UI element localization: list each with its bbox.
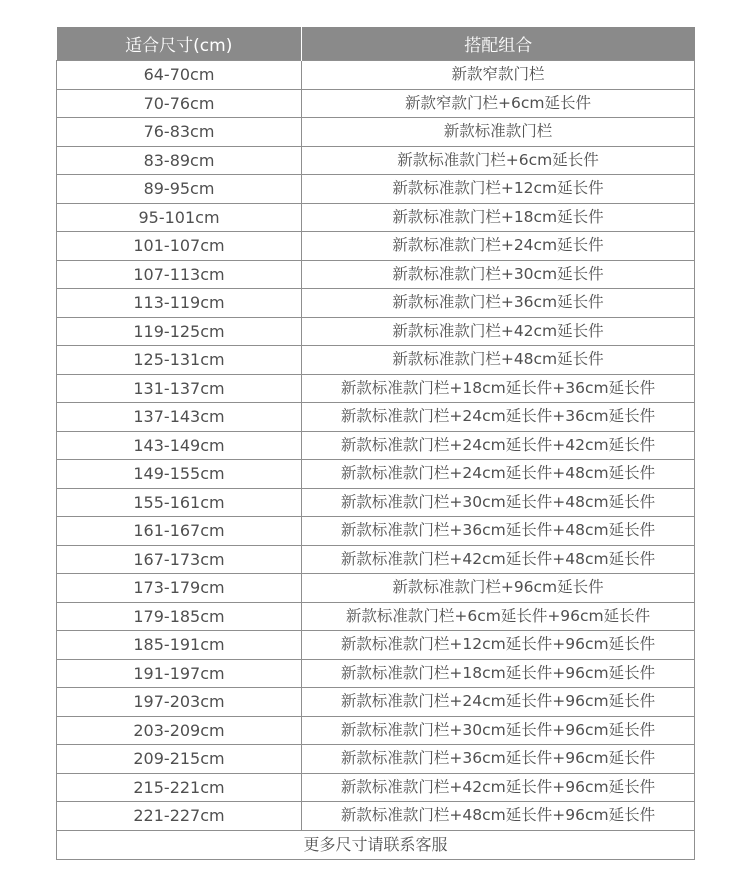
combination-cell: 新款标准款门栏+24cm延长件: [302, 232, 695, 261]
combination-cell: 新款标准款门栏+48cm延长件: [302, 346, 695, 375]
combination-cell: 新款标准款门栏: [302, 118, 695, 147]
footer-row: [57, 830, 695, 859]
size-range-cell: 83-89cm: [57, 146, 302, 175]
size-range-cell: 131-137cm: [57, 374, 302, 403]
combination-cell: 新款标准款门栏+24cm延长件+36cm延长件: [302, 403, 695, 432]
contact-service-note: 更多尺寸请联系客服: [57, 830, 695, 859]
size-range-cell: 185-191cm: [57, 631, 302, 660]
combination-cell: 新款标准款门栏+18cm延长件: [302, 203, 695, 232]
table-row: [57, 517, 695, 546]
size-column-header: 适合尺寸(cm): [57, 27, 302, 61]
combination-cell: 新款标准款门栏+36cm延长件+48cm延长件: [302, 517, 695, 546]
table-row: [57, 61, 695, 90]
combination-cell: 新款标准款门栏+48cm延长件+96cm延长件: [302, 802, 695, 831]
table-row: [57, 289, 695, 318]
combination-cell: 新款标准款门栏+12cm延长件: [302, 175, 695, 204]
header-row: [57, 27, 695, 61]
table-row: [57, 317, 695, 346]
table-row: [57, 545, 695, 574]
size-combination-table: [56, 27, 695, 860]
table-row: [57, 688, 695, 717]
table-row: [57, 431, 695, 460]
size-range-cell: 76-83cm: [57, 118, 302, 147]
combination-cell: 新款标准款门栏+24cm延长件+96cm延长件: [302, 688, 695, 717]
table-row: [57, 203, 695, 232]
table-row: [57, 574, 695, 603]
size-range-cell: 161-167cm: [57, 517, 302, 546]
table-row: [57, 802, 695, 831]
size-range-cell: 197-203cm: [57, 688, 302, 717]
table-row: [57, 346, 695, 375]
size-range-cell: 221-227cm: [57, 802, 302, 831]
table-row: [57, 89, 695, 118]
combination-cell: 新款标准款门栏+36cm延长件: [302, 289, 695, 318]
size-range-cell: 101-107cm: [57, 232, 302, 261]
table-row: [57, 118, 695, 147]
combination-cell: 新款标准款门栏+6cm延长件+96cm延长件: [302, 602, 695, 631]
table-row: [57, 602, 695, 631]
table-row: [57, 260, 695, 289]
combination-cell: 新款标准款门栏+18cm延长件+36cm延长件: [302, 374, 695, 403]
combination-cell: 新款标准款门栏+42cm延长件+96cm延长件: [302, 773, 695, 802]
table-header: [57, 27, 695, 61]
combination-cell: 新款标准款门栏+30cm延长件: [302, 260, 695, 289]
table-row: [57, 374, 695, 403]
size-range-cell: 137-143cm: [57, 403, 302, 432]
size-range-cell: 173-179cm: [57, 574, 302, 603]
size-range-cell: 143-149cm: [57, 431, 302, 460]
table-row: [57, 460, 695, 489]
combo-column-header: 搭配组合: [302, 27, 695, 61]
size-range-cell: 191-197cm: [57, 659, 302, 688]
table-row: [57, 773, 695, 802]
combination-cell: 新款标准款门栏+6cm延长件: [302, 146, 695, 175]
combination-cell: 新款标准款门栏+12cm延长件+96cm延长件: [302, 631, 695, 660]
table-row: [57, 232, 695, 261]
size-range-cell: 215-221cm: [57, 773, 302, 802]
combination-cell: 新款标准款门栏+24cm延长件+42cm延长件: [302, 431, 695, 460]
table-row: [57, 659, 695, 688]
combination-cell: 新款标准款门栏+96cm延长件: [302, 574, 695, 603]
size-range-cell: 95-101cm: [57, 203, 302, 232]
table-row: [57, 146, 695, 175]
size-range-cell: 113-119cm: [57, 289, 302, 318]
size-range-cell: 107-113cm: [57, 260, 302, 289]
table-row: [57, 175, 695, 204]
table-row: [57, 488, 695, 517]
combination-cell: 新款标准款门栏+30cm延长件+96cm延长件: [302, 716, 695, 745]
table-row: [57, 403, 695, 432]
size-range-cell: 64-70cm: [57, 61, 302, 90]
table-footer: [57, 830, 695, 859]
size-range-cell: 70-76cm: [57, 89, 302, 118]
combination-cell: 新款标准款门栏+30cm延长件+48cm延长件: [302, 488, 695, 517]
combination-cell: 新款窄款门栏+6cm延长件: [302, 89, 695, 118]
size-range-cell: 209-215cm: [57, 745, 302, 774]
table-body: [57, 61, 695, 831]
size-range-cell: 155-161cm: [57, 488, 302, 517]
combination-cell: 新款窄款门栏: [302, 61, 695, 90]
table-row: [57, 716, 695, 745]
size-range-cell: 119-125cm: [57, 317, 302, 346]
combination-cell: 新款标准款门栏+24cm延长件+48cm延长件: [302, 460, 695, 489]
combination-cell: 新款标准款门栏+18cm延长件+96cm延长件: [302, 659, 695, 688]
size-range-cell: 89-95cm: [57, 175, 302, 204]
size-range-cell: 179-185cm: [57, 602, 302, 631]
combination-cell: 新款标准款门栏+36cm延长件+96cm延长件: [302, 745, 695, 774]
size-range-cell: 125-131cm: [57, 346, 302, 375]
size-range-cell: 167-173cm: [57, 545, 302, 574]
table-row: [57, 745, 695, 774]
table-row: [57, 631, 695, 660]
size-range-cell: 203-209cm: [57, 716, 302, 745]
size-range-cell: 149-155cm: [57, 460, 302, 489]
combination-cell: 新款标准款门栏+42cm延长件: [302, 317, 695, 346]
combination-cell: 新款标准款门栏+42cm延长件+48cm延长件: [302, 545, 695, 574]
